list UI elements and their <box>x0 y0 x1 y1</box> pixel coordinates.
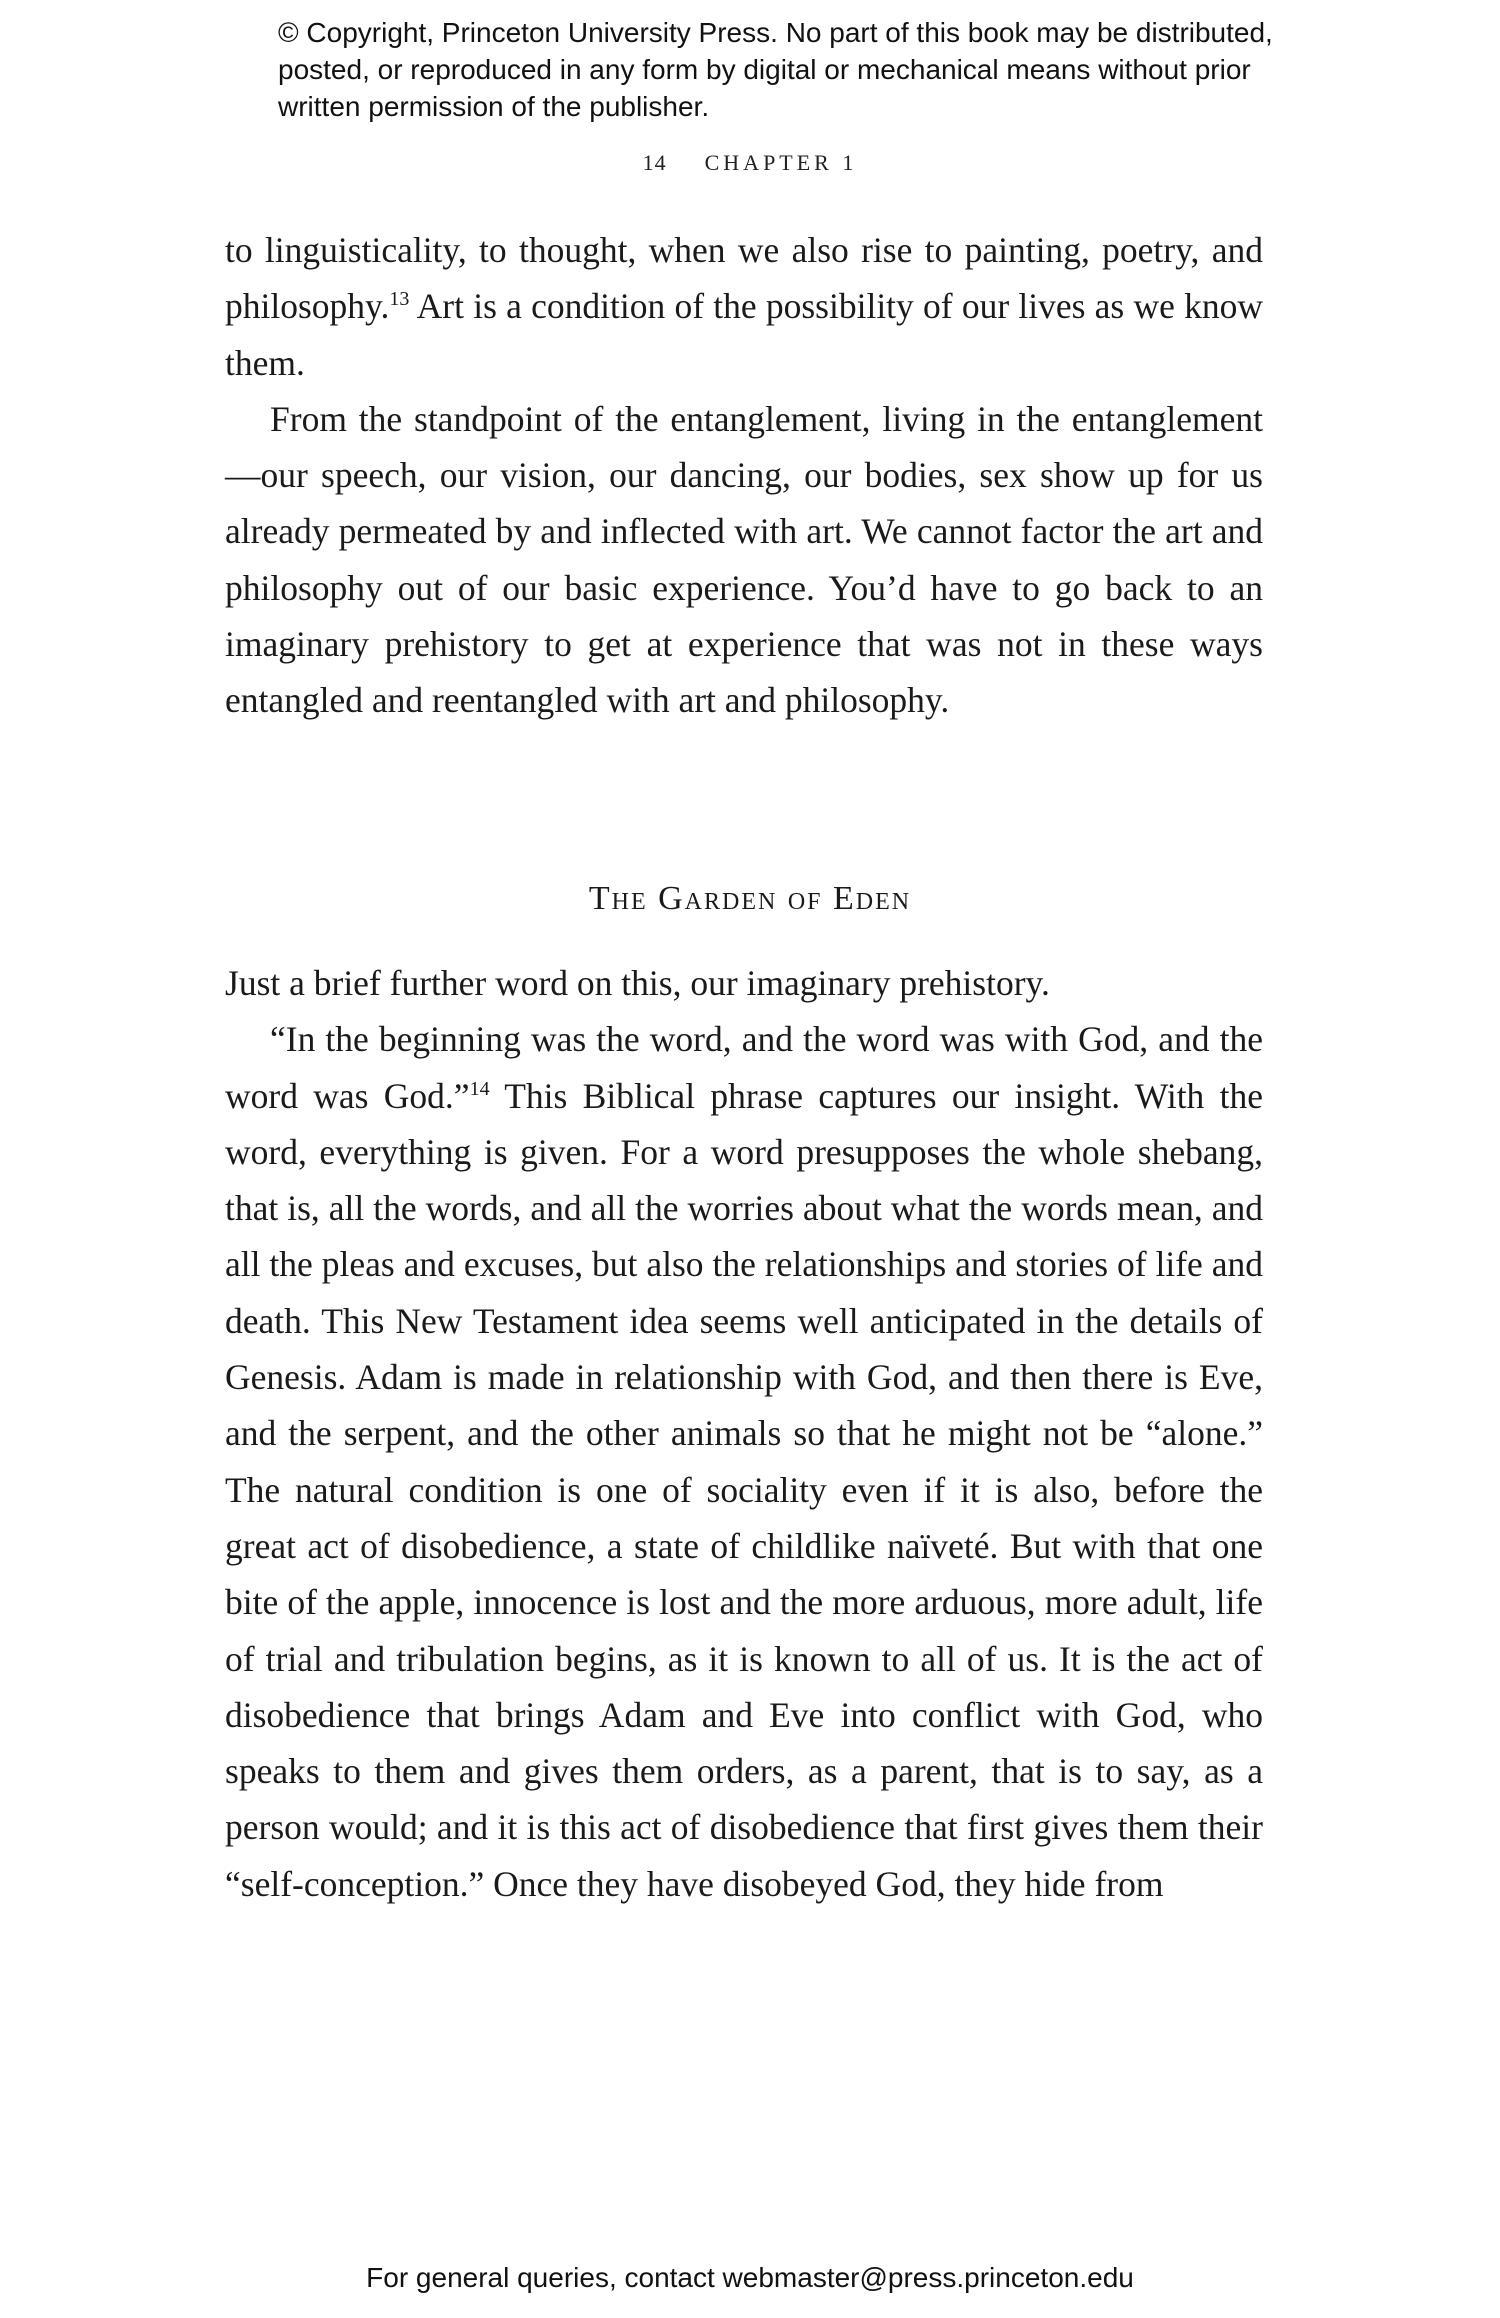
paragraph: From the standpoint of the entanglement, living in the entanglement—our speech, our vision, our dancing, our bodies, sex show up for us already permeated by and inflected with art. We cannot factor the art and philosophy out of our basic experience. You’d have to go back to an imaginary prehistory to get at experience that was not in these ways entangled and reentangled with art and philosophy. <box>225 398 1263 721</box>
body-text-block-2 <box>225 955 1263 1912</box>
footnote-ref-14[interactable]: 14 <box>469 1077 490 1100</box>
paragraph: “In the beginning was the word, and the word was with God, and the word was God.”$^{14}$ This Biblical phrase captures our insight. With the word, everything is given. For a word presupposes the whole shebang, that is, all the words, and all the worries about what the words mean, and all the pleas and excuses, but also the relationships and stories of life and death. This New Testament idea seems well anticipated in the details of Genesis. Adam is made in relationship with God, and then there is Eve, and the serpent, and the other animals so that he might not be “alone.” The natural condition is one of sociality even if it is also, before the great act of disobedience, a state of childlike naïveté. But with that one bite of the apple, innocence is lost and the more arduous, more adult, life of trial and tribulation begins, as it is known to all of us. It is the act of disobedience that brings Adam and Eve into conflict with God, who speaks to them and gives them orders, as a parent, that is to say, as a person would; and it is this act of disobedience that first gives them their “self-conception.” Once they have disobeyed God, they hide from <box>225 1019 1263 1904</box>
chapter-label: CHAPTER 1 <box>704 150 858 175</box>
section-heading: The Garden of Eden <box>588 880 912 917</box>
body-text-block-1 <box>225 222 1263 729</box>
page-number: 14 <box>642 150 667 175</box>
footnote-ref-13[interactable]: 13 <box>389 288 410 311</box>
copyright-notice: © Copyright, Princeton University Press. No part of this book may be distributed, posted, or reproduced in any form by digital or mechanical means without prior written permission of the publisher. <box>278 17 1273 122</box>
footer-contact: For general queries, contact webmaster@press.princeton.edu <box>366 2262 1134 2293</box>
paragraph: Just a brief further word on this, our imaginary prehistory. <box>225 963 1050 1003</box>
running-head <box>0 150 1500 176</box>
paragraph: to linguisticality, to thought, when we also rise to painting, poetry, and philosophy.$^{13}$ Art is a condition of the possibility of our lives as we know them. <box>225 230 1263 383</box>
